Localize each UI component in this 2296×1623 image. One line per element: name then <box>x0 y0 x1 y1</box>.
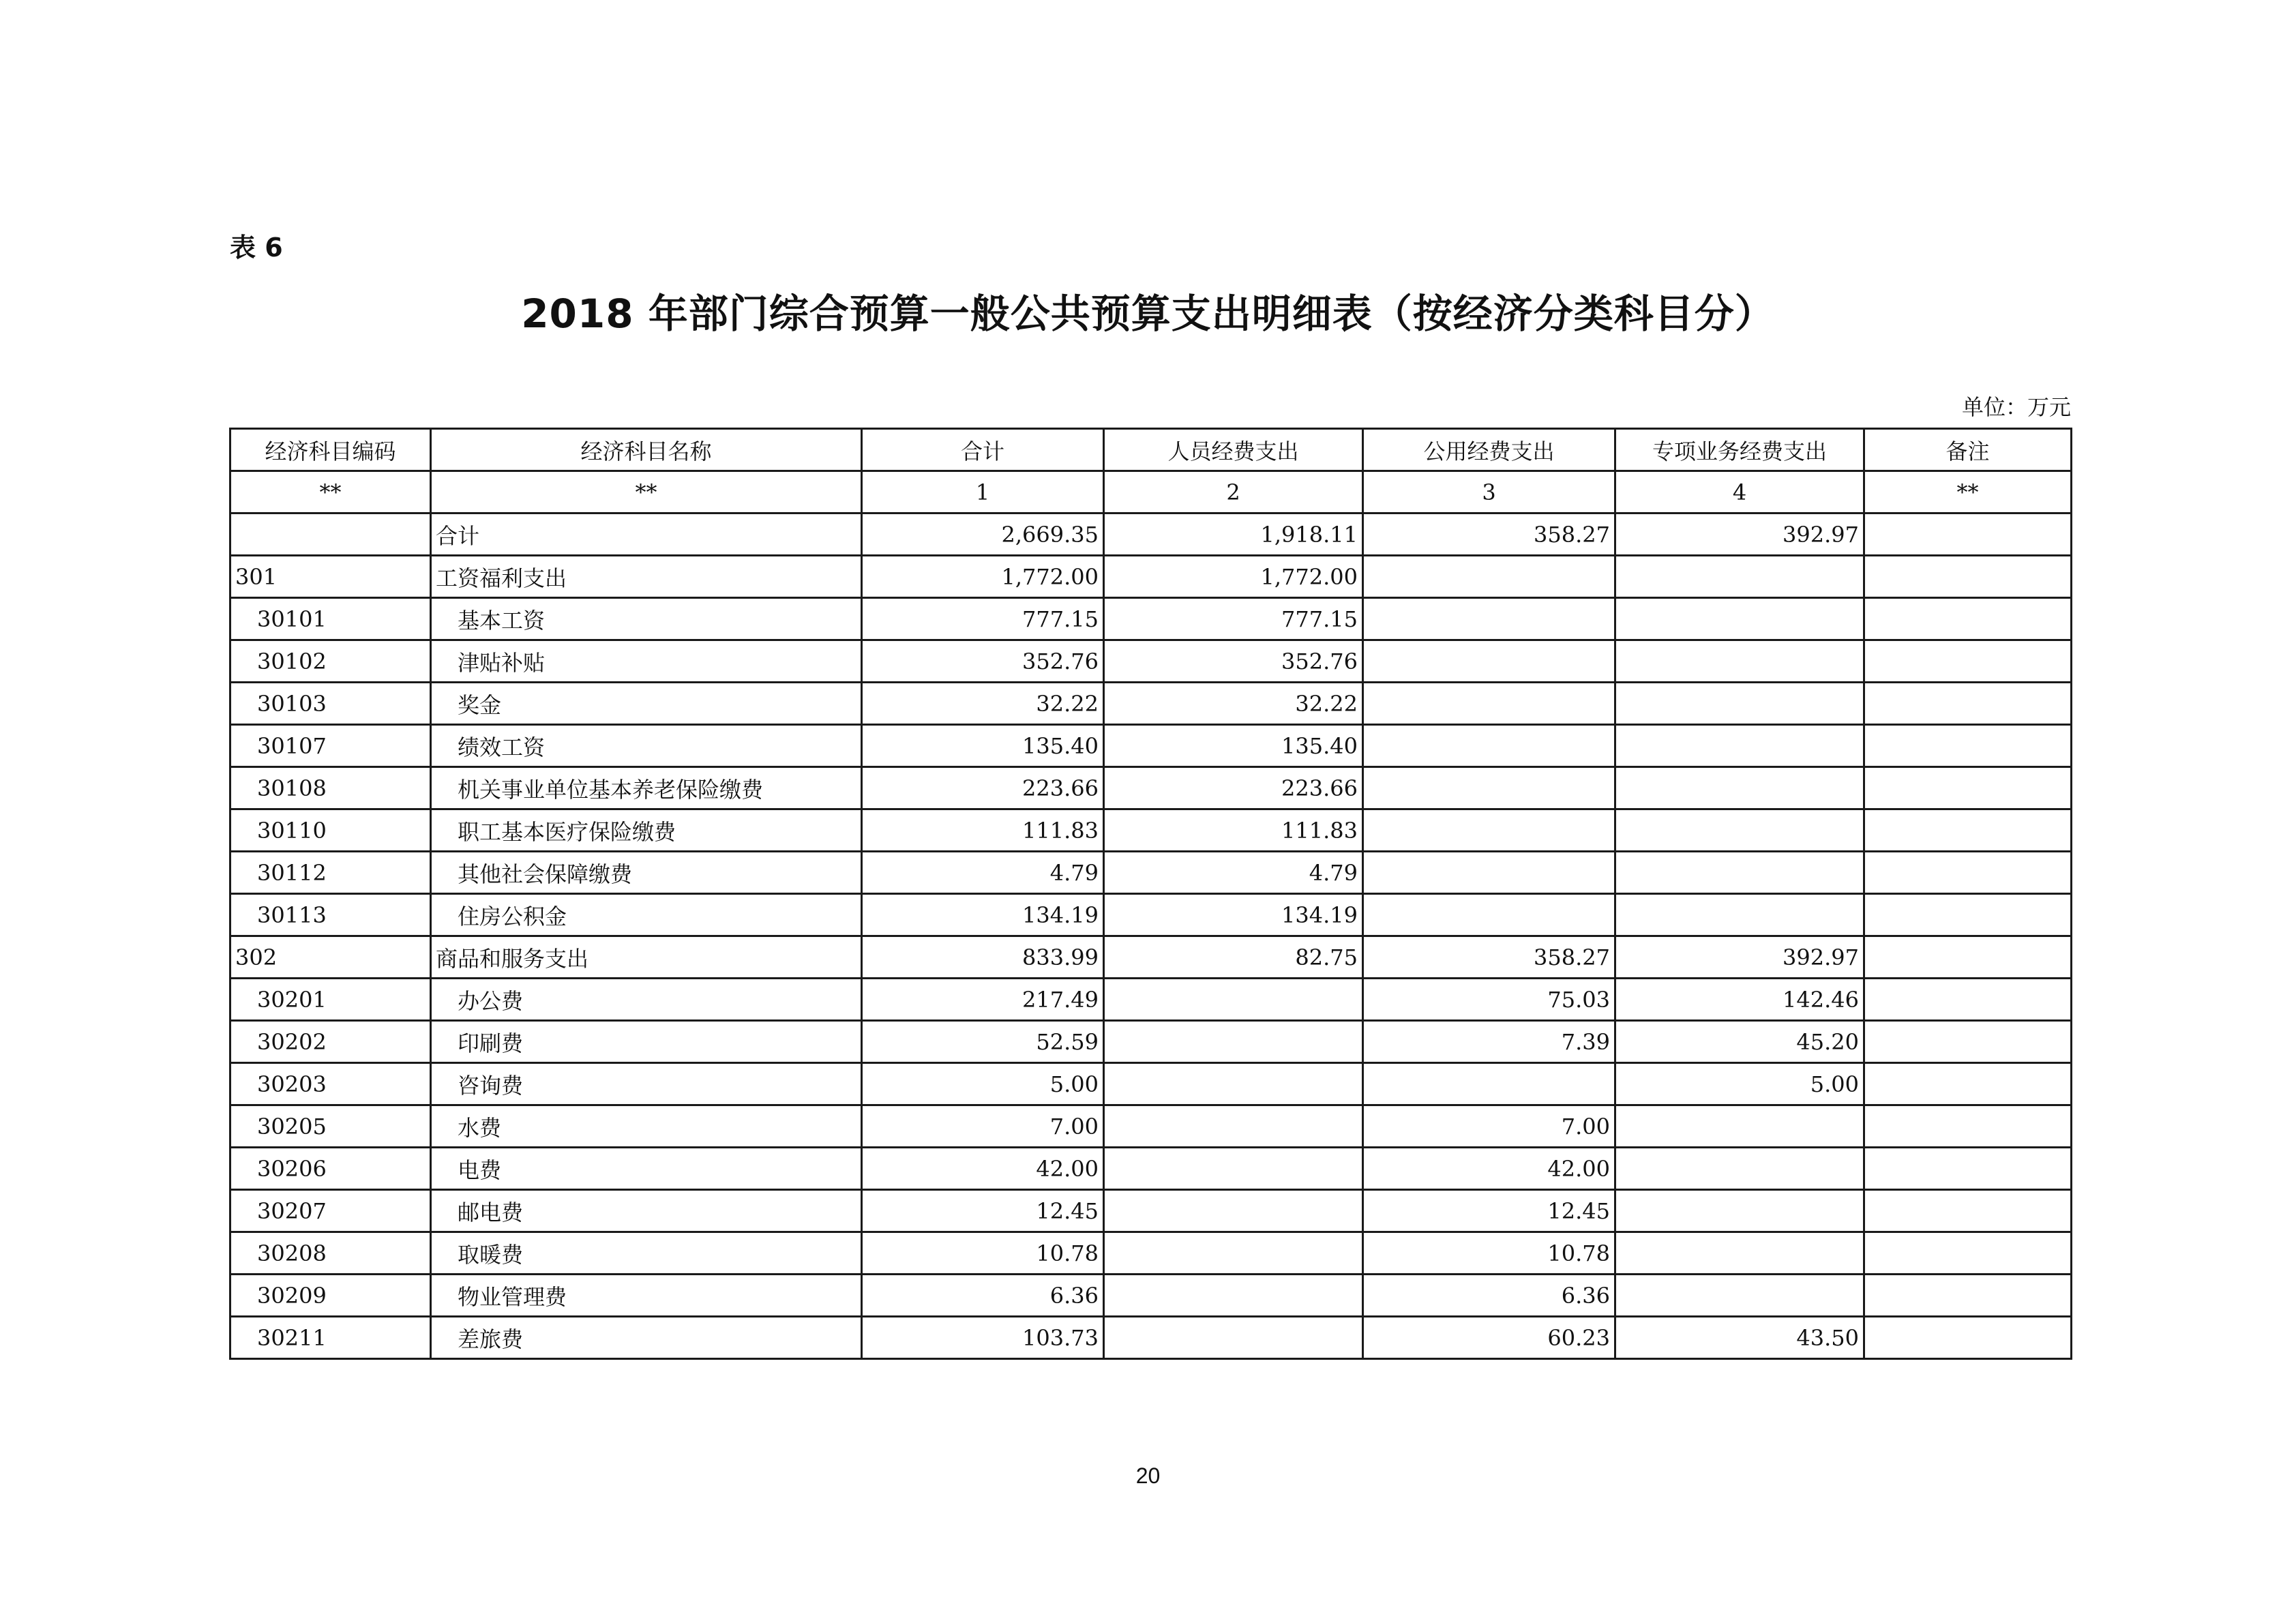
special-cell: 392.97 <box>1615 513 1864 556</box>
special-cell <box>1615 640 1864 683</box>
public-cell <box>1363 852 1615 894</box>
note-cell <box>1864 725 2072 767</box>
name-cell: 水费 <box>431 1105 862 1148</box>
special-cell <box>1615 767 1864 809</box>
personnel-cell <box>1104 1105 1363 1148</box>
public-cell: 60.23 <box>1363 1317 1615 1359</box>
total-cell: 5.00 <box>862 1063 1104 1105</box>
total-cell: 777.15 <box>862 598 1104 640</box>
note-cell <box>1864 683 2072 725</box>
public-cell <box>1363 894 1615 936</box>
public-cell <box>1363 725 1615 767</box>
personnel-cell: 777.15 <box>1104 598 1363 640</box>
personnel-cell: 223.66 <box>1104 767 1363 809</box>
total-cell: 12.45 <box>862 1190 1104 1232</box>
note-cell <box>1864 852 2072 894</box>
table-row <box>230 640 2072 683</box>
table-row <box>230 767 2072 809</box>
personnel-cell <box>1104 1232 1363 1275</box>
name-cell: 住房公积金 <box>431 894 862 936</box>
total-cell: 10.78 <box>862 1232 1104 1275</box>
table-row <box>230 683 2072 725</box>
special-cell <box>1615 852 1864 894</box>
name-cell: 基本工资 <box>431 598 862 640</box>
public-cell <box>1363 640 1615 683</box>
public-cell <box>1363 556 1615 598</box>
table-row <box>230 979 2072 1021</box>
column-header-note: 备注 <box>1864 429 2072 471</box>
total-cell: 352.76 <box>862 640 1104 683</box>
public-cell: 42.00 <box>1363 1148 1615 1190</box>
name-cell: 邮电费 <box>431 1190 862 1232</box>
note-cell <box>1864 556 2072 598</box>
code-cell: 30206 <box>230 1148 431 1190</box>
note-cell <box>1864 1275 2072 1317</box>
index-cell: ** <box>1864 471 2072 513</box>
name-cell: 津贴补贴 <box>431 640 862 683</box>
total-cell: 4.79 <box>862 852 1104 894</box>
name-cell: 机关事业单位基本养老保险缴费 <box>431 767 862 809</box>
total-cell: 2,669.35 <box>862 513 1104 556</box>
total-cell: 134.19 <box>862 894 1104 936</box>
index-cell: 1 <box>862 471 1104 513</box>
note-cell <box>1864 979 2072 1021</box>
personnel-cell: 111.83 <box>1104 809 1363 852</box>
name-cell: 合计 <box>431 513 862 556</box>
note-cell <box>1864 1190 2072 1232</box>
name-cell: 咨询费 <box>431 1063 862 1105</box>
code-cell: 30207 <box>230 1190 431 1232</box>
special-cell <box>1615 1148 1864 1190</box>
code-cell: 30201 <box>230 979 431 1021</box>
total-cell: 42.00 <box>862 1148 1104 1190</box>
code-cell: 30108 <box>230 767 431 809</box>
page-number: 20 <box>1135 1463 1161 1488</box>
note-cell <box>1864 767 2072 809</box>
code-cell: 30211 <box>230 1317 431 1359</box>
public-cell: 7.00 <box>1363 1105 1615 1148</box>
note-cell <box>1864 894 2072 936</box>
personnel-cell <box>1104 1275 1363 1317</box>
code-cell: 30103 <box>230 683 431 725</box>
total-cell: 7.00 <box>862 1105 1104 1148</box>
code-cell: 30112 <box>230 852 431 894</box>
personnel-cell <box>1104 1190 1363 1232</box>
name-cell: 其他社会保障缴费 <box>431 852 862 894</box>
table-row <box>230 1190 2072 1232</box>
code-cell: 30203 <box>230 1063 431 1105</box>
personnel-cell: 134.19 <box>1104 894 1363 936</box>
name-cell: 工资福利支出 <box>431 556 862 598</box>
name-cell: 职工基本医疗保险缴费 <box>431 809 862 852</box>
column-header-code: 经济科目编码 <box>230 429 431 471</box>
code-cell <box>230 513 431 556</box>
personnel-cell: 135.40 <box>1104 725 1363 767</box>
total-cell: 52.59 <box>862 1021 1104 1063</box>
name-cell: 印刷费 <box>431 1021 862 1063</box>
code-cell: 302 <box>230 936 431 979</box>
total-cell: 103.73 <box>862 1317 1104 1359</box>
name-cell: 电费 <box>431 1148 862 1190</box>
table-body <box>230 513 2072 1359</box>
table-row <box>230 894 2072 936</box>
special-cell: 43.50 <box>1615 1317 1864 1359</box>
special-cell <box>1615 725 1864 767</box>
personnel-cell: 352.76 <box>1104 640 1363 683</box>
note-cell <box>1864 640 2072 683</box>
public-cell <box>1363 767 1615 809</box>
table-row <box>230 809 2072 852</box>
table-row <box>230 1105 2072 1148</box>
special-cell <box>1615 1190 1864 1232</box>
personnel-cell: 4.79 <box>1104 852 1363 894</box>
document-title: 2018 年部门综合预算一般公共预算支出明细表（按经济分类科目分） <box>521 291 1775 337</box>
header-row <box>230 429 2072 471</box>
public-cell <box>1363 809 1615 852</box>
note-cell <box>1864 1063 2072 1105</box>
index-cell: ** <box>230 471 431 513</box>
total-cell: 6.36 <box>862 1275 1104 1317</box>
index-cell: 2 <box>1104 471 1363 513</box>
special-cell <box>1615 683 1864 725</box>
table-row <box>230 725 2072 767</box>
code-cell: 30202 <box>230 1021 431 1063</box>
special-cell <box>1615 809 1864 852</box>
table-row <box>230 1063 2072 1105</box>
note-cell <box>1864 513 2072 556</box>
code-cell: 30102 <box>230 640 431 683</box>
code-cell: 30208 <box>230 1232 431 1275</box>
personnel-cell: 1,772.00 <box>1104 556 1363 598</box>
public-cell: 358.27 <box>1363 936 1615 979</box>
special-cell <box>1615 894 1864 936</box>
public-cell: 358.27 <box>1363 513 1615 556</box>
table-row <box>230 1232 2072 1275</box>
personnel-cell <box>1104 1021 1363 1063</box>
code-cell: 30101 <box>230 598 431 640</box>
note-cell <box>1864 1021 2072 1063</box>
total-cell: 1,772.00 <box>862 556 1104 598</box>
name-cell: 办公费 <box>431 979 862 1021</box>
total-cell: 32.22 <box>862 683 1104 725</box>
table-row <box>230 1275 2072 1317</box>
name-cell: 差旅费 <box>431 1317 862 1359</box>
column-header-name: 经济科目名称 <box>431 429 862 471</box>
note-cell <box>1864 1232 2072 1275</box>
table-row <box>230 513 2072 556</box>
note-cell <box>1864 1105 2072 1148</box>
code-cell: 30110 <box>230 809 431 852</box>
name-cell: 奖金 <box>431 683 862 725</box>
public-cell: 6.36 <box>1363 1275 1615 1317</box>
column-header-personnel: 人员经费支出 <box>1104 429 1363 471</box>
special-cell: 392.97 <box>1615 936 1864 979</box>
public-cell: 75.03 <box>1363 979 1615 1021</box>
index-cell: 4 <box>1615 471 1864 513</box>
table-row <box>230 852 2072 894</box>
table-label: 表 6 <box>230 233 283 263</box>
public-cell: 7.39 <box>1363 1021 1615 1063</box>
name-cell: 商品和服务支出 <box>431 936 862 979</box>
total-cell: 223.66 <box>862 767 1104 809</box>
column-header-public: 公用经费支出 <box>1363 429 1615 471</box>
table-row <box>230 936 2072 979</box>
column-header-special: 专项业务经费支出 <box>1615 429 1864 471</box>
personnel-cell: 32.22 <box>1104 683 1363 725</box>
table-row <box>230 1148 2072 1190</box>
note-cell <box>1864 936 2072 979</box>
special-cell <box>1615 556 1864 598</box>
special-cell <box>1615 1275 1864 1317</box>
index-cell: 3 <box>1363 471 1615 513</box>
special-cell: 5.00 <box>1615 1063 1864 1105</box>
code-cell: 30107 <box>230 725 431 767</box>
personnel-cell: 82.75 <box>1104 936 1363 979</box>
name-cell: 取暖费 <box>431 1232 862 1275</box>
table-row <box>230 1317 2072 1359</box>
name-cell: 绩效工资 <box>431 725 862 767</box>
public-cell: 10.78 <box>1363 1232 1615 1275</box>
special-cell <box>1615 1232 1864 1275</box>
table-row <box>230 556 2072 598</box>
table-row <box>230 598 2072 640</box>
column-header-total: 合计 <box>862 429 1104 471</box>
index-cell: ** <box>431 471 862 513</box>
public-cell: 12.45 <box>1363 1190 1615 1232</box>
total-cell: 135.40 <box>862 725 1104 767</box>
personnel-cell: 1,918.11 <box>1104 513 1363 556</box>
code-cell: 301 <box>230 556 431 598</box>
personnel-cell <box>1104 979 1363 1021</box>
special-cell <box>1615 598 1864 640</box>
personnel-cell <box>1104 1063 1363 1105</box>
note-cell <box>1864 1148 2072 1190</box>
code-cell: 30113 <box>230 894 431 936</box>
public-cell <box>1363 683 1615 725</box>
note-cell <box>1864 809 2072 852</box>
total-cell: 833.99 <box>862 936 1104 979</box>
personnel-cell <box>1104 1317 1363 1359</box>
note-cell <box>1864 598 2072 640</box>
name-cell: 物业管理费 <box>431 1275 862 1317</box>
public-cell <box>1363 1063 1615 1105</box>
unit-label: 单位：万元 <box>1961 394 2071 420</box>
special-cell: 45.20 <box>1615 1021 1864 1063</box>
public-cell <box>1363 598 1615 640</box>
total-cell: 217.49 <box>862 979 1104 1021</box>
total-cell: 111.83 <box>862 809 1104 852</box>
budget-table <box>229 428 2072 1360</box>
note-cell <box>1864 1317 2072 1359</box>
table-row <box>230 1021 2072 1063</box>
personnel-cell <box>1104 1148 1363 1190</box>
special-cell <box>1615 1105 1864 1148</box>
index-row <box>230 471 2072 513</box>
code-cell: 30205 <box>230 1105 431 1148</box>
special-cell: 142.46 <box>1615 979 1864 1021</box>
code-cell: 30209 <box>230 1275 431 1317</box>
